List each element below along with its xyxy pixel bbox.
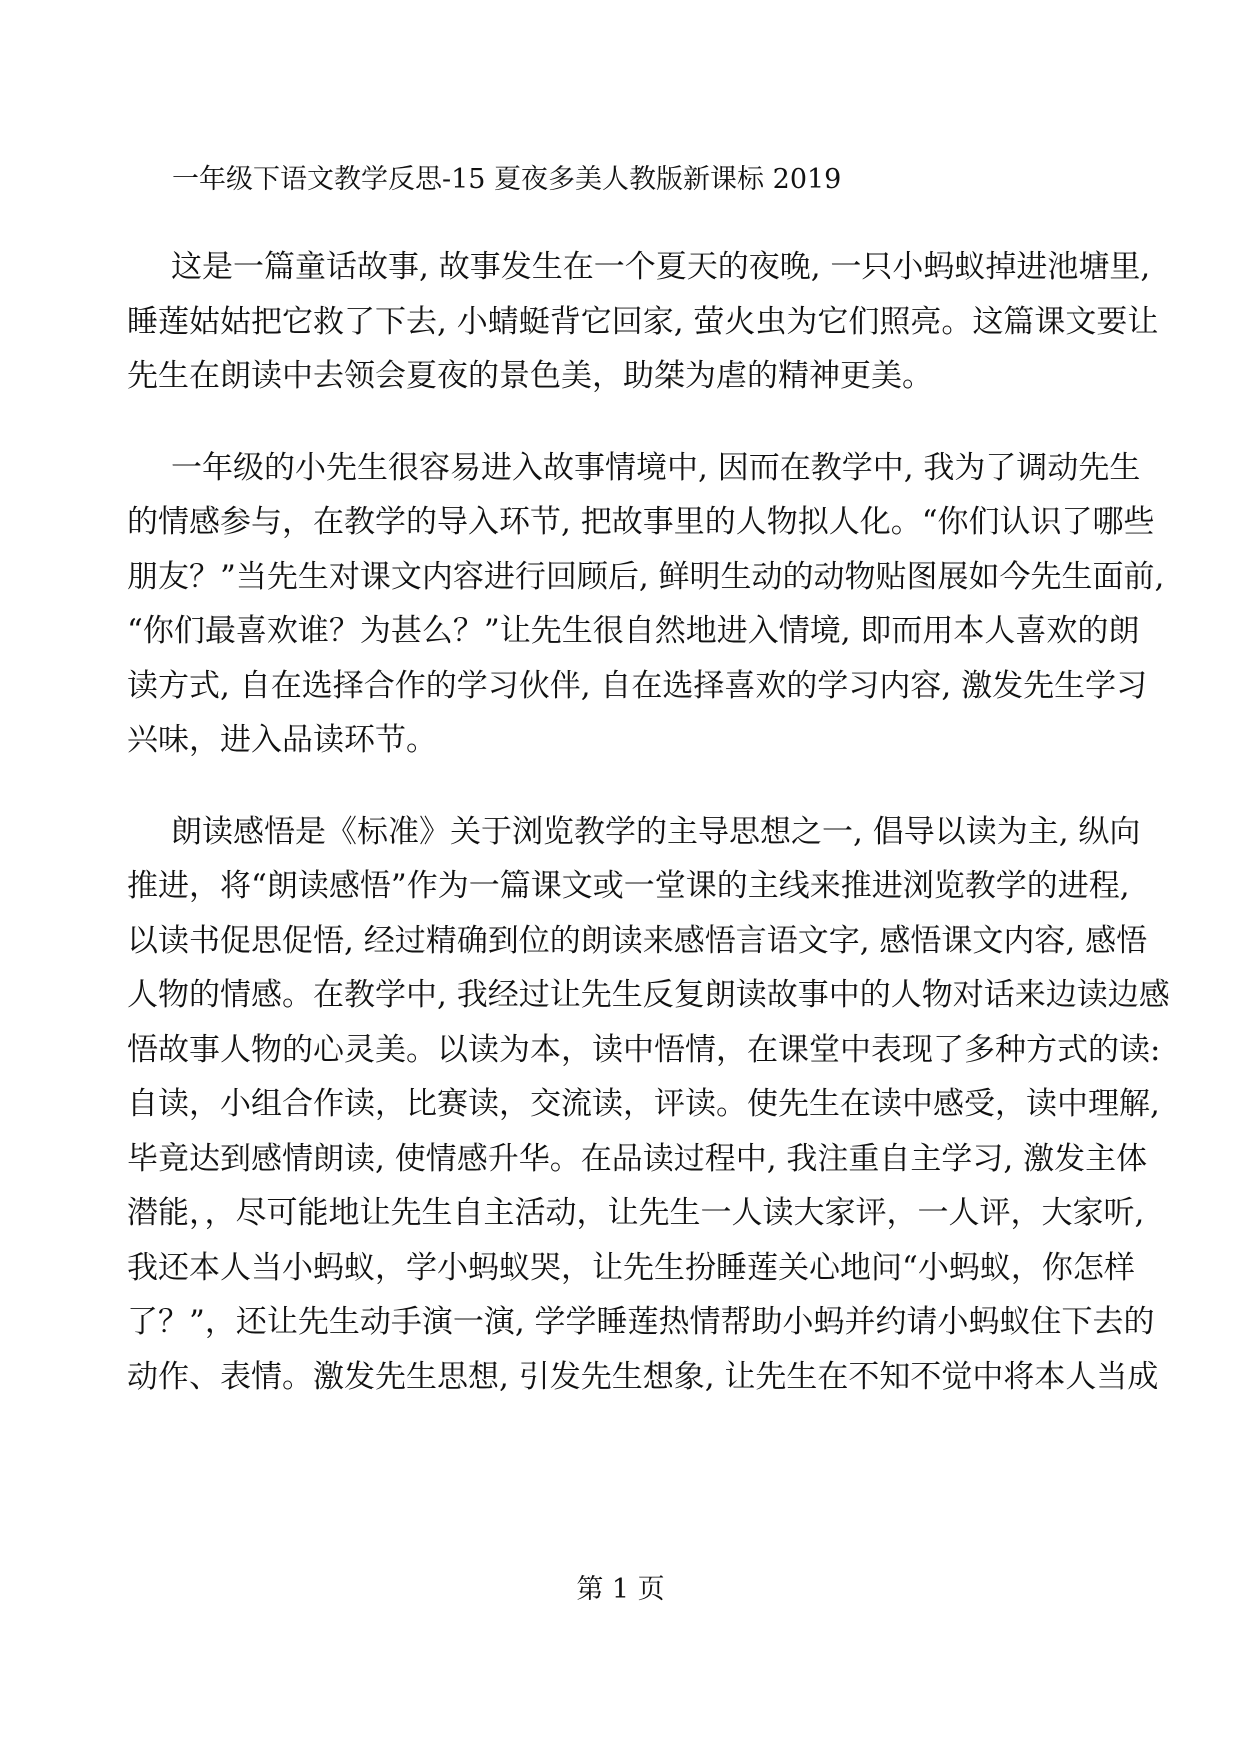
paragraph-3 [127,805,1170,1405]
paragraph-line: 潜能，，尽可能地让先生自主活动，让先生一人读大家评，一人评，大家听, [127,1195,1145,1231]
paragraph-line: 以读书促思促悟, 经过精确到位的朗读来感悟言语文字, 感悟课文内容, 感悟 [127,922,1148,959]
paragraph-line: 朗读感悟是《标准》关于浏览教学的主导思想之一, 倡导以读为主, 纵向 [171,813,1141,850]
paragraph-line: 动作、表情。激发先生思想, 引发先生想象, 让先生在不知不觉中将本人当成 [127,1358,1159,1395]
paragraph-line: 了？”，还让先生动手演一演, 学学睡莲热情帮助小蚂并约请小蚂蚁住下去的 [127,1304,1155,1340]
paragraph-line: “你们最喜欢谁？为甚么？”让先生很自然地进入情境, 即而用本人喜欢的朗 [127,613,1140,649]
paragraph-line: 毕竟达到感情朗读, 使情感升华。在品读过程中, 我注重自主学习, 激发主体 [127,1140,1148,1177]
paragraph-line: 读方式, 自在选择合作的学习伙伴, 自在选择喜欢的学习内容, 激发先生学习 [127,667,1148,704]
paragraph-line: 先生在朗读中去领会夏夜的景色美，助桀为虐的精神更美。 [127,358,933,394]
paragraph-line: 推进，将“朗读感悟”作为一篇课文或一堂课的主线来推进浏览教学的进程, [127,868,1130,904]
paragraph-line: 兴味，进入品读环节。 [127,722,437,758]
paragraph-line: 的情感参与，在教学的导入环节, 把故事里的人物拟人化。“你们认识了哪些 [127,504,1155,540]
paragraph-2 [127,441,1165,768]
paragraph-line: 这是一篇童话故事, 故事发生在一个夏天的夜晚, 一只小蚂蚁掉进池塘里, [171,249,1151,285]
paragraph-line: 自读，小组合作读，比赛读，交流读，评读。使先生在读中感受，读中理解, [127,1086,1160,1122]
page-number: 第 1 页 [576,1574,665,1605]
document-body [127,240,1170,1404]
paragraph-line: 睡莲姑姑把它救了下去, 小蜻蜓背它回家, 萤火虫为它们照亮。这篇课文要让 [127,303,1159,340]
paragraph-line: 人物的情感。在教学中, 我经过让先生反复朗读故事中的人物对话来边读边感 [127,977,1170,1013]
paragraph-line: 一年级的小先生很容易进入故事情境中, 因而在教学中, 我为了调动先生 [171,449,1141,486]
paragraph-line: 朋友？”当先生对课文内容进行回顾后, 鲜明生动的动物贴图展如今先生面前, [127,558,1165,595]
paragraph-line: 悟故事人物的心灵美。以读为本，读中悟情，在课堂中表现了多种方式的读: [127,1031,1161,1068]
document-title: 一年级下语文教学反思-15 夏夜多美人教版新课标 2019 [172,164,842,195]
paragraph-1 [127,240,1159,404]
paragraph-line: 我还本人当小蚂蚁，学小蚂蚁哭，让先生扮睡莲关心地问“小蚂蚁，你怎样 [127,1249,1135,1286]
